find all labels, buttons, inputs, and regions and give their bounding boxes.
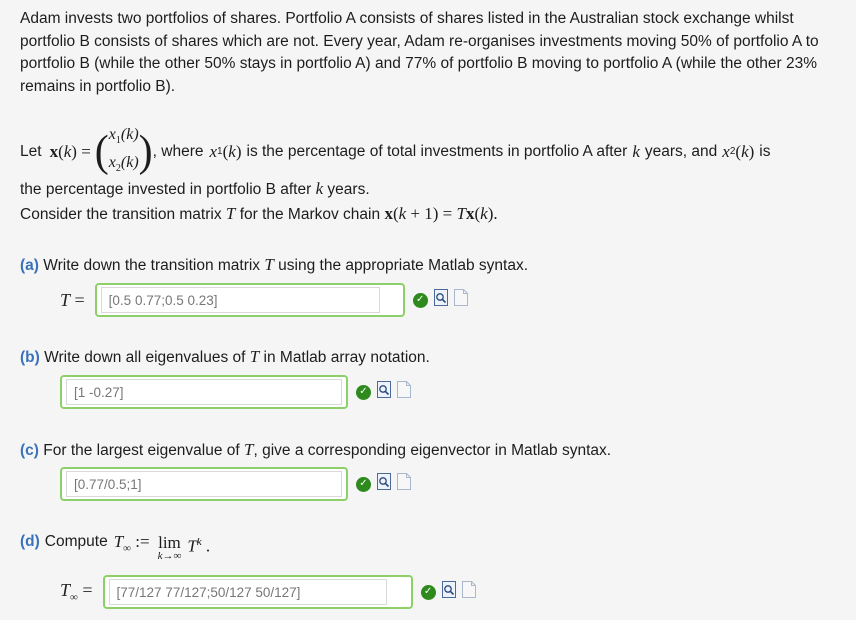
part-a-lhs: T = [60,289,85,310]
document-icon[interactable] [462,581,476,603]
line2-text: the percentage invested in portfolio B after [20,181,312,198]
part-c-field [60,467,348,501]
part-b-input[interactable] [66,379,342,405]
preview-icon[interactable] [442,581,456,603]
consider-line: Consider the transition matrix T for the Markov chain x(k + 1) = Tx(k). [20,204,498,223]
check-icon: ✓ [413,293,428,308]
consider-text: Consider the transition matrix [20,206,222,223]
definition-line: Let x(k) = ( $x_1(k)$ $x_2(k)$ ) , where x 1 (k) is the percentage of total investments in portfolio A after k years, and x 2 (k) is [20,124,860,180]
document-icon[interactable] [397,381,411,403]
part-c-answer-row [60,467,411,501]
preview-icon[interactable] [377,473,391,495]
part-a-text2: using the appropriate Matlab syntax. [278,257,529,274]
x1-description: is the percentage of total investments in portfolio A after [246,142,628,160]
part-b-text2: in Matlab array notation. [263,349,430,366]
years-text: years. [327,181,370,198]
part-d-answer-row [60,575,476,609]
part-d-lhs: $T_\infty$ = [60,580,93,604]
part-c-text2: , give a corresponding eigenvector in Matlab syntax. [253,442,612,459]
part-a-prompt: (a) Write down the transition matrix T using the appropriate Matlab syntax. [20,255,529,274]
check-icon: ✓ [421,585,436,600]
part-b-answer-row [60,375,411,409]
part-b-prompt: (b) Write down all eigenvalues of T in Matlab array notation. [20,347,430,366]
part-d-label: (d) [20,533,40,550]
part-c-text: For the largest eigenvalue of [43,442,240,459]
part-d-field [103,575,413,609]
part-c-prompt: (c) For the largest eigenvalue of T, give a corresponding eigenvector in Matlab syntax. [20,440,612,459]
part-a-answer-row [60,283,468,317]
part-a-field [95,283,405,317]
definition-line-2: the percentage invested in portfolio B after k years. [20,179,370,198]
part-a-label: (a) [20,257,39,274]
part-d-text: Compute [44,533,108,550]
part-c-label: (c) [20,442,39,459]
let-text: Let [20,142,42,160]
part-d-input[interactable] [109,579,387,605]
check-icon: ✓ [356,385,371,400]
preview-icon[interactable] [377,381,391,403]
part-b-text: Write down all eigenvalues of [44,349,246,366]
where-text: , where [152,142,204,160]
limit-expression: lim k→∞ [157,533,182,562]
preview-icon[interactable] [434,289,448,311]
years-and-text: years, and [644,142,718,160]
is-text: is [759,142,771,160]
part-d-prompt: (d) Compute $T_\infty$ := lim k→∞ $T^k$ . [20,532,211,562]
part-b-label: (b) [20,349,40,366]
part-a-text: Write down the transition matrix [43,257,261,274]
intro-paragraph: Adam invests two portfolios of shares. Portfolio A consists of shares listed in the Australian stock exchange whilst portfolio B consists of shares which are not. Every year, Adam re-organises investments moving 50% of portfolio A to portfolio B (while the other 50% stays in portfolio A) and 77% of portfolio B moving to portfolio A (while the other 23% remains in portfolio B). [20,10,819,95]
check-icon: ✓ [356,477,371,492]
document-icon[interactable] [454,289,468,311]
part-c-input[interactable] [66,471,342,497]
for-chain-text: for the Markov chain [239,206,381,223]
document-icon[interactable] [397,473,411,495]
state-vector: $x_1(k)$ $x_2(k)$ [108,126,139,175]
part-b-field [60,375,348,409]
part-a-input[interactable] [101,287,380,313]
